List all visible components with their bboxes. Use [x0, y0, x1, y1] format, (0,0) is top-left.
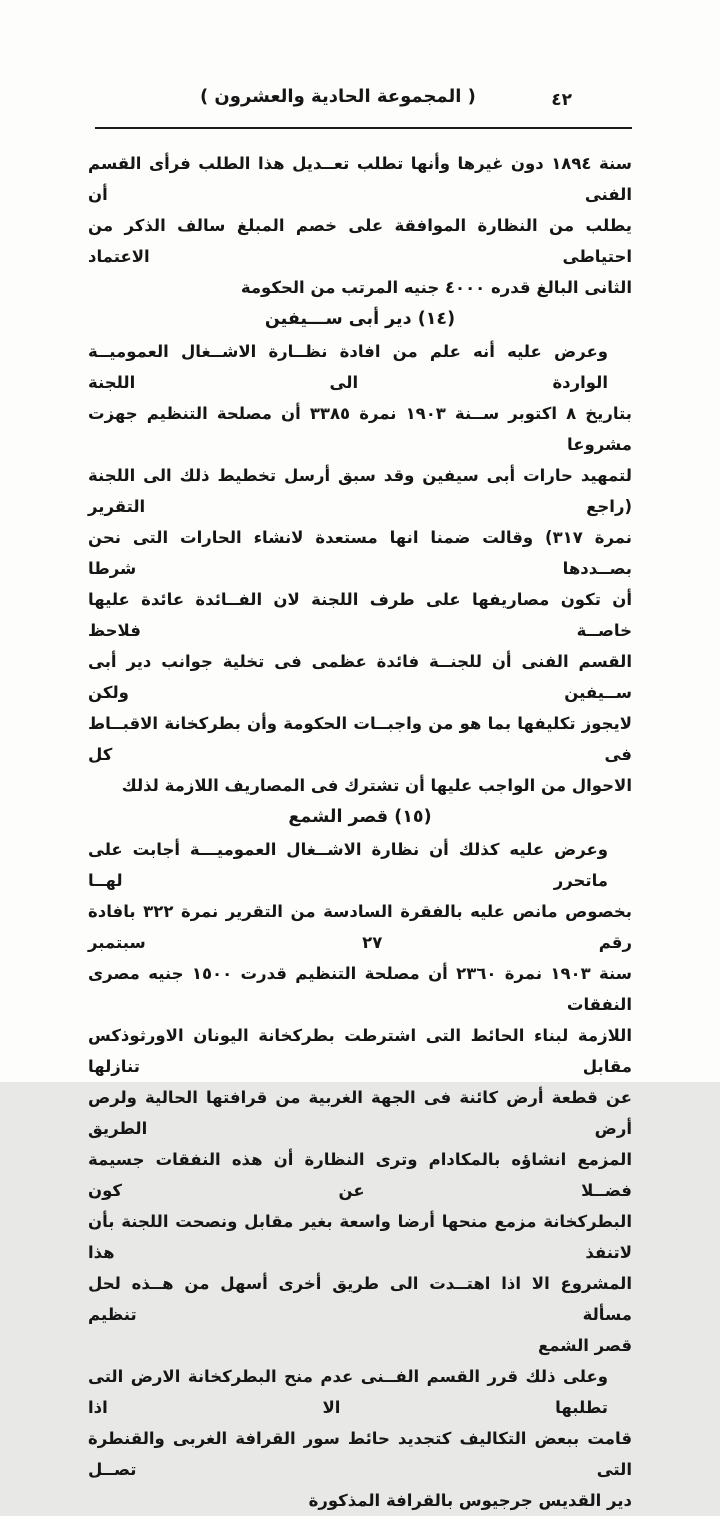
text-line: الاحوال من الواجب عليها أن تشترك فى المصاريف اللازمة لذلك [121, 776, 632, 795]
text-line: لتمهيد حارات أبى سيفين وقد سبق أرسل تخطيط ذلك الى اللجنة (راجع التقرير [88, 466, 632, 516]
text-line: الثانى البالغ قدره ٤٠٠٠ جنيه المرتب من الحكومة [240, 278, 632, 297]
collection-title: ( المجموعة الحادية والعشرون ) [199, 86, 476, 107]
paragraph [88, 148, 632, 303]
text-line: أن تكون مصاريفها على طرف اللجنة لان الفــائدة عائدة عليها خاصــة فلاحظ [88, 590, 632, 640]
text-line: عن قطعة أرض كائنة فى الجهة الغربية من قرافتها الحالية ولرص أرض الطريق [88, 1088, 632, 1138]
text-line: وعلى ذلك قرر القسم الفــنى عدم منح البطركخانة الارض التى تطلبها الا اذا [88, 1367, 608, 1417]
text-line: نمرة ٣١٧) وقالت ضمنا انها مستعدة لانشاء الحارات التى نحن بصــددها شرطا [88, 528, 632, 578]
text-line: دير القديس جرجيوس بالقرافة المذكورة [308, 1491, 632, 1510]
text-line: لايجوز تكليفها بما هو من واجبــات الحكومة وأن بطركخانة الاقبــاط فى كل [88, 714, 632, 764]
paragraph [88, 1361, 632, 1516]
text-line: وعرض عليه أنه علم من افادة نظــارة الاشــغال العموميــة الواردة الى اللجنة [88, 342, 608, 392]
page-header [0, 86, 720, 120]
text-line: اللازمة لبناء الحائط التى اشترطت بطركخانة اليونان الاورثوذكس مقابل تنازلها [88, 1026, 632, 1076]
text-line: القسم الفنى أن للجنــة فائدة عظمى فى تخلية جوانب دير أبى ســيفين ولكن [88, 652, 632, 702]
text-line: يطلب من النظارة الموافقة على خصم المبلغ سالف الذكر من احتياطى الاعتماد [88, 216, 632, 266]
paragraph [88, 336, 632, 801]
text-line: بخصوص مانص عليه بالفقرة السادسة من التقرير نمرة ٣٢٢ بافادة رقم ٢٧ سبتمبر [88, 902, 633, 952]
paragraph [88, 834, 632, 1361]
text-line: البطركخانة مزمع منحها أرضا واسعة بغير مقابل ونصحت اللجنة بأن لاتنفذ هذا [88, 1212, 632, 1262]
text-line: وعرض عليه كذلك أن نظارة الاشــغال العموميـــة أجابت على ماتحرر لهــا [88, 840, 608, 890]
text-line: قامت ببعض التكاليف كتجديد حائط سور القرافة الغربى والقنطرة التى تصــل [88, 1429, 632, 1479]
section-heading: (١٤) دير أبى ســـيفين [264, 309, 456, 329]
section-heading: (١٥) قصر الشمع [288, 807, 432, 827]
text-line: سنة ١٩٠٣ نمرة ٢٣٦٠ أن مصلحة التنظيم قدرت ١٥٠٠ جنيه مصرى النفقات [88, 964, 632, 1014]
text-line: المزمع انشاؤه بالمكادام وترى النظارة أن هذه النفقات جسيمة فضــلا عن كون [88, 1150, 632, 1200]
text-line: بتاريخ ٨ اكتوبر ســنة ١٩٠٣ نمرة ٣٣٨٥ أن مصلحة التنظيم جهزت مشروعا [88, 404, 632, 454]
text-line: سنة ١٨٩٤ دون غيرها وأنها تطلب تعــديل هذا الطلب فرأى القسم الفنى أن [88, 154, 632, 204]
body-text [88, 148, 632, 1516]
page-number: ٤٢ [551, 90, 572, 110]
text-line: المشروع الا اذا اهتــدت الى طريق أخرى أسهل من هــذه لحل مسألة تنظيم [88, 1274, 632, 1324]
header-rule [95, 127, 632, 129]
text-line: قصر الشمع [537, 1336, 632, 1355]
